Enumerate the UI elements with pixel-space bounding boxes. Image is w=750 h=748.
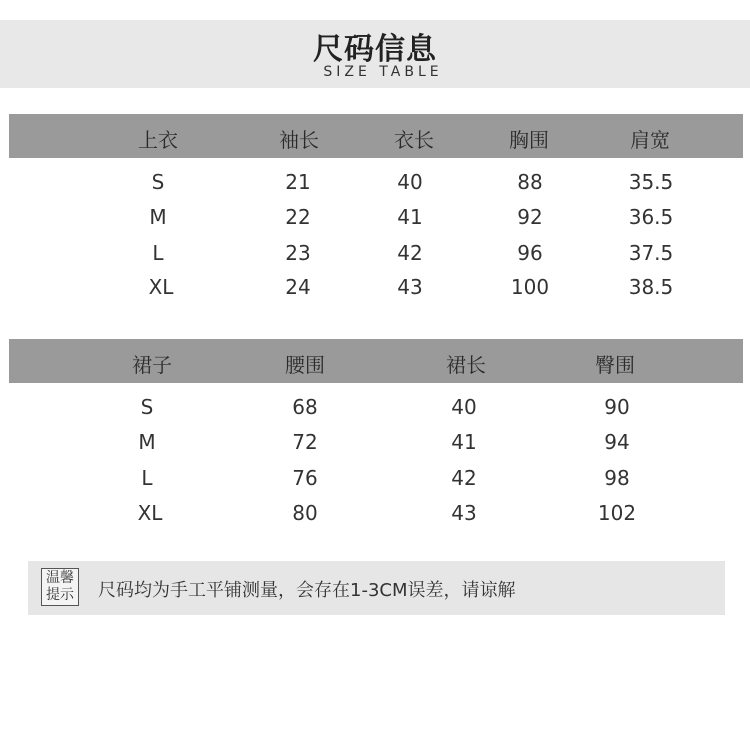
table-cell: L bbox=[152, 241, 164, 265]
column-header: 衣长 bbox=[394, 128, 434, 152]
table-row bbox=[0, 395, 750, 425]
table-row bbox=[0, 275, 750, 305]
table-row bbox=[0, 170, 750, 200]
table-cell: M bbox=[149, 205, 167, 229]
column-header: 袖长 bbox=[279, 128, 319, 152]
table-cell: 100 bbox=[510, 275, 550, 299]
table-cell: 36.5 bbox=[628, 205, 674, 229]
table-cell: 41 bbox=[451, 430, 477, 454]
table-cell: 72 bbox=[292, 430, 318, 454]
column-header: 胸围 bbox=[509, 128, 549, 152]
table-row bbox=[0, 430, 750, 460]
column-header: 上衣 bbox=[138, 128, 178, 152]
table-cell: 42 bbox=[451, 466, 477, 490]
table-cell: 102 bbox=[597, 501, 637, 525]
table-cell: S bbox=[151, 170, 165, 194]
table-cell: 37.5 bbox=[628, 241, 674, 265]
table-cell: 35.5 bbox=[628, 170, 674, 194]
table-cell: S bbox=[140, 395, 154, 419]
table-cell: 22 bbox=[285, 205, 311, 229]
column-header: 臀围 bbox=[595, 353, 635, 377]
table-cell: 40 bbox=[451, 395, 477, 419]
table-cell: XL bbox=[137, 501, 163, 525]
table-cell: XL bbox=[148, 275, 174, 299]
table-cell: 98 bbox=[604, 466, 630, 490]
notice-bar bbox=[28, 561, 725, 615]
notice-badge-line2: 提示 bbox=[46, 587, 74, 603]
header-banner bbox=[0, 20, 750, 88]
table-cell: 96 bbox=[517, 241, 543, 265]
table-row bbox=[0, 241, 750, 271]
page-subtitle: SIZE TABLE bbox=[323, 64, 443, 80]
table-cell: 21 bbox=[285, 170, 311, 194]
table-cell: 76 bbox=[292, 466, 318, 490]
table-cell: 92 bbox=[517, 205, 543, 229]
column-header: 腰围 bbox=[285, 353, 325, 377]
notice-badge bbox=[41, 568, 79, 606]
table-cell: 68 bbox=[292, 395, 318, 419]
table-cell: L bbox=[141, 466, 153, 490]
table-cell: 94 bbox=[604, 430, 630, 454]
column-header: 裙子 bbox=[132, 353, 172, 377]
table-row bbox=[0, 466, 750, 496]
notice-text: 尺码均为手工平铺测量，会存在1-3CM误差，请谅解 bbox=[98, 580, 516, 601]
table-cell: 41 bbox=[397, 205, 423, 229]
skirt-table-header bbox=[9, 339, 743, 383]
table-cell: 24 bbox=[285, 275, 311, 299]
table-cell: M bbox=[138, 430, 156, 454]
column-header: 裙长 bbox=[446, 353, 486, 377]
table-row bbox=[0, 205, 750, 235]
table-cell: 43 bbox=[397, 275, 423, 299]
table-cell: 23 bbox=[285, 241, 311, 265]
table-cell: 43 bbox=[451, 501, 477, 525]
table-row bbox=[0, 501, 750, 531]
table-cell: 90 bbox=[604, 395, 630, 419]
table-cell: 38.5 bbox=[628, 275, 674, 299]
page-title: 尺码信息 bbox=[313, 32, 437, 67]
top-table-header bbox=[9, 114, 743, 158]
table-cell: 40 bbox=[397, 170, 423, 194]
notice-badge-line1: 温馨 bbox=[46, 570, 74, 586]
table-cell: 80 bbox=[292, 501, 318, 525]
column-header: 肩宽 bbox=[630, 128, 670, 152]
table-cell: 42 bbox=[397, 241, 423, 265]
table-cell: 88 bbox=[517, 170, 543, 194]
